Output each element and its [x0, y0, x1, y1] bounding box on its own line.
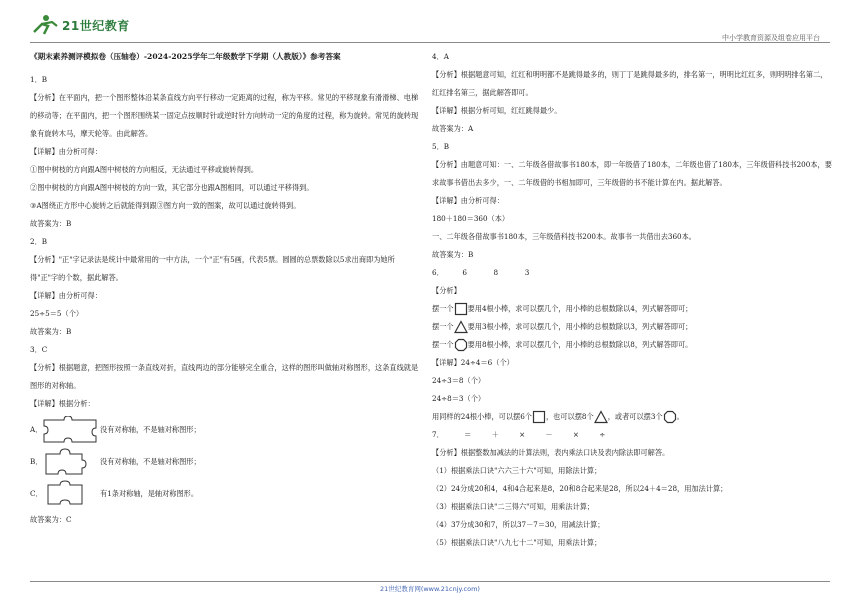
q5-detail-label: 【详解】由分析可得：: [432, 196, 504, 205]
q2-analysis: 【分析】"正"字记录法是统计中最常用的一中方法，一个"正"有5画，代表5票。圆圆的总票数除以5求出商即为她所得"正"字的个数，据此解答。: [30, 255, 395, 282]
q3-option-c-label: C．: [30, 489, 43, 498]
q7-analysis: 【分析】根据整数加减法的计算法则，表内乘法口诀及表内除法即可解答。: [432, 448, 670, 457]
q1-detail-line-1: ①图中树枝的方向跟A图中树枝的方向相反，无法通过平移或旋转得到。: [30, 165, 259, 174]
q7-symbol-3: ×: [519, 430, 526, 439]
square-icon: [532, 410, 546, 424]
q3-detail-label: 【详解】根据分析：: [30, 399, 95, 408]
site-logo: [30, 14, 130, 36]
q6-line2-pre: 摆一个: [432, 322, 454, 331]
q6-summary-d: 。: [676, 412, 684, 421]
header-divider: [30, 42, 830, 43]
q4-number: 4．A: [432, 52, 449, 61]
q6-calc-2: 24÷3＝8（个）: [432, 376, 486, 385]
q6-analysis-label: 【分析】: [432, 286, 461, 295]
q3-option-b: [30, 447, 420, 477]
q3-option-a-label: A．: [30, 425, 43, 434]
q2-detail-label: 【详解】由分析可得：: [30, 291, 102, 300]
q6-summary-c: ，或者可以摆3个: [607, 412, 663, 421]
q3-option-b-text: 没有对称轴，不是轴对称图形；: [100, 457, 201, 466]
q6-blank-3: 3: [524, 268, 530, 277]
q7-item-3: （3）根据乘法口诀"二三得六"可知，用乘法计算；: [432, 502, 595, 511]
q7-item-1: （1）根据乘法口诀"六六三十六"可知，用除法计算；: [432, 466, 602, 475]
q1-detail-line-2: ②图中树枝的方向跟A图中树枝的方向一致，其它部分也跟A图相同，可以通过平移得到。: [30, 183, 314, 192]
q6-number: 6．: [432, 268, 444, 277]
triangle-icon: [594, 410, 608, 424]
header-platform-text: 中小学教育资源及组卷应用平台: [722, 34, 820, 42]
q6-line3-post: 要用8根小棒，求可以摆几个，用小棒的总根数除以8，列式解答即可。: [467, 340, 693, 349]
q1-detail-label: 【详解】由分析可得：: [30, 147, 102, 156]
q3-option-c-text: 有1条对称轴，是轴对称图形。: [100, 489, 199, 498]
q7-item-2: （2）24分成20和4，4和4合起来是8，20和8合起来是28，所以24＋4＝28，用加法计算；: [432, 484, 728, 493]
q4-analysis: 【分析】根据题意可知，红红和明明都不是跳得最多的，则丁丁是跳得最多的，排名第一，明明比红红多，则明明排名第二，红红排名第三，据此解答即可。: [432, 70, 828, 97]
q7-number: 7．: [432, 430, 444, 439]
left-column: [30, 48, 420, 529]
q5-calc: 180＋180＝360（本）: [432, 214, 510, 223]
triangle-icon: [454, 320, 468, 334]
q3-answer: 故答案为：C: [30, 515, 72, 524]
q3-option-a: [30, 415, 420, 445]
q7-symbol-5: ×: [572, 430, 579, 439]
q6-calc-3: 24÷8＝3（个）: [432, 394, 486, 403]
q6-line1-pre: 摆一个: [432, 304, 454, 313]
jigsaw-shape-c-icon: [42, 480, 98, 508]
q5-conclusion: 一、二年级各借故事书180本，三年级借科技书200本。故事书一共借出去360本。: [432, 232, 696, 241]
q3-option-c: [30, 479, 420, 509]
q1-number: 1．B: [30, 75, 48, 84]
q6-line-octagon: [432, 336, 832, 354]
q6-summary-a: 用同样的24根小棒，可以摆6个: [432, 412, 532, 421]
q6-summary: [432, 408, 832, 426]
q1-detail-line-3: ③A图绕正方形中心旋转之后就能得到跟③图方向一致的图案，故可以通过旋转得到。: [30, 201, 301, 210]
q2-calc: 25÷5＝5（个）: [30, 309, 84, 318]
q1-answer: 故答案为：B: [30, 219, 72, 228]
q5-number: 5．B: [432, 142, 450, 151]
q3-option-b-label: B．: [30, 457, 43, 466]
right-column: [432, 48, 832, 552]
octagon-icon: [663, 410, 677, 424]
footer-text: 21世纪教育网(www.21cnjy.com): [380, 585, 480, 593]
q7-item-4: （4）37分成30和7，所以37－7＝30，用减法计算；: [432, 520, 605, 529]
q6-line1-post: 要用4根小棒，求可以摆几个，用小棒的总根数除以4，列式解答即可；: [467, 304, 693, 313]
runner-logo-icon: [30, 14, 60, 36]
q2-answer: 故答案为：B: [30, 327, 72, 336]
jigsaw-shape-a-icon: [42, 416, 98, 444]
q7-symbol-6: ÷: [599, 430, 606, 439]
octagon-icon: [454, 338, 468, 352]
q6-line3-pre: 摆一个: [432, 340, 454, 349]
q4-detail: 【详解】根据分析可知，红红跳得最少。: [432, 106, 562, 115]
q7-symbol-2: ＋: [491, 430, 499, 439]
q5-answer: 故答案为：B: [432, 250, 474, 259]
q1-analysis: 【分析】在平面内，把一个图形整体沿某条直线方向平行移动一定距离的过程，称为平移。常见的平移现象有滑滑梯、电梯的移动等；在平面内，把一个图形围绕某一固定点按顺时针或逆时针方向转动一定的角度的过程，称为旋转。常见的旋转现象有旋转木马，摩天轮等。由此解答。: [30, 93, 419, 138]
q6-blank-1: 6: [462, 268, 467, 277]
logo-text: 21世纪教育: [62, 18, 130, 33]
q7-item-5: （5）根据乘法口诀"八九七十二"可知，用乘法计算；: [432, 538, 602, 547]
q6-line-square: [432, 300, 832, 318]
document-title: 《期末素养测评模拟卷（压轴卷）-2024-2025学年二年级数学下学期（人教版）》参考答案: [30, 52, 341, 61]
q6-blank-2: 8: [493, 268, 499, 277]
q7-symbol-4: －: [545, 430, 553, 439]
q6-line-triangle: [432, 318, 832, 336]
q4-answer: 故答案为：A: [432, 124, 474, 133]
q3-analysis: 【分析】根据题意，把图形按照一条直线对折，直线两边的部分能够完全重合，这样的图形叫做轴对称图形，这条直线就是图形的对称轴。: [30, 363, 419, 390]
q6-summary-b: ，也可以摆8个: [545, 412, 594, 421]
jigsaw-shape-b-icon: [42, 448, 98, 476]
q3-number: 3．C: [30, 345, 48, 354]
q3-option-a-text: 没有对称轴，不是轴对称图形；: [100, 425, 201, 434]
q7-answer-line: [432, 426, 832, 444]
q2-number: 2．B: [30, 237, 48, 246]
q5-analysis: 【分析】由题意可知：一、二年级各借故事书180本，即一年级借了180本，二年级也借了180本，三年级借科技书200本，要求故事书借出去多少，一、二年级借的书相加即可，三年级借的书不能计算在内。据此解答。: [432, 160, 832, 187]
footer-divider: [30, 581, 830, 582]
q6-line2-post: 要用3根小棒，求可以摆几个，用小棒的总根数除以3，列式解答即可；: [467, 322, 693, 331]
q7-symbol-1: ＝: [464, 430, 472, 439]
q6-detail: 【详解】24÷4＝6（个）: [432, 358, 514, 367]
square-icon: [454, 302, 468, 316]
q6-answer-line: [432, 264, 832, 282]
